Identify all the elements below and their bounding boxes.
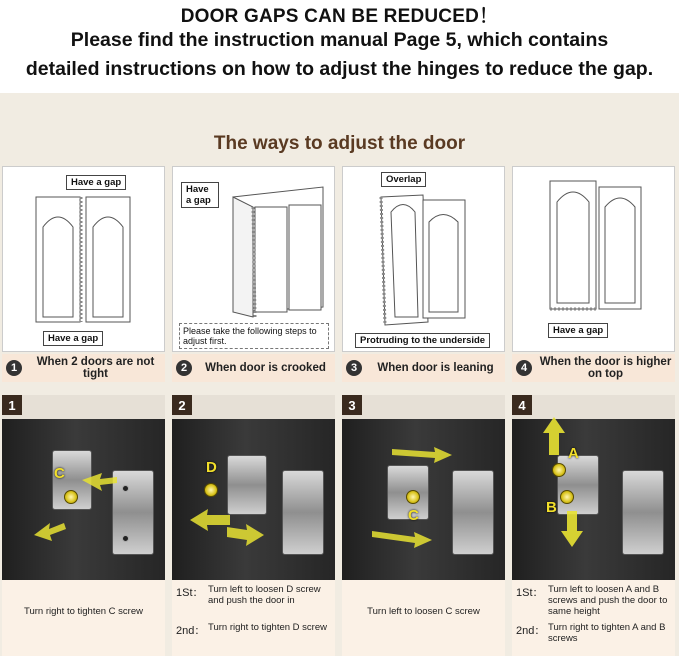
diagram-two-doors: [2, 166, 165, 352]
step-number: 4: [516, 360, 532, 376]
protruding-label: Protruding to the underside: [355, 333, 490, 348]
subheadline-1: Please find the instruction manual Page 5, which contains: [70, 29, 609, 51]
caption-2: [172, 354, 335, 382]
caption-text: When door is leaning: [377, 362, 494, 374]
gap-label: Have a gap: [181, 182, 219, 208]
hinge-photo-1: [2, 395, 165, 580]
screw-letter-a: A: [568, 445, 579, 462]
first-step-key: 1St：: [176, 587, 204, 599]
diagram-crooked-door: [172, 166, 335, 352]
first-step-key: 1St：: [516, 587, 544, 599]
arrow-icon: [172, 395, 335, 580]
arrow-icon: [342, 395, 505, 580]
second-step-text: Turn right to tighten D screw: [208, 622, 327, 633]
second-step-key: 2nd：: [176, 625, 206, 637]
screw-letter: C: [408, 507, 419, 524]
instruction-text: Turn left to loosen C screw: [367, 606, 480, 617]
arrow-icon: [2, 395, 165, 580]
diagram-higher-door: [512, 166, 675, 352]
caption-1: [2, 354, 165, 382]
gap-label: Have a gap: [548, 323, 608, 338]
instruction-2: [172, 580, 335, 656]
instruction-4: [512, 580, 675, 656]
caption-text: When door is crooked: [205, 362, 326, 374]
gap-label-top: Have a gap: [66, 175, 126, 190]
caption-4: [512, 354, 675, 382]
instruction-3: [342, 580, 505, 656]
first-step-text: Turn left to loosen A and B screws and push the door to same height: [548, 584, 668, 617]
subheadline-2: detailed instructions on how to adjust the hinges to reduce the gap.: [25, 58, 654, 80]
second-step-text: Turn right to tighten A and B screws: [548, 622, 666, 644]
arrow-icon: [512, 395, 675, 580]
promo-header: [0, 0, 679, 93]
leaning-door-illustration: [343, 167, 506, 353]
step-badge: 4: [512, 395, 532, 415]
step-number: 3: [346, 360, 362, 376]
overlap-label: Overlap: [381, 172, 426, 187]
caption-text: When 2 doors are not tight: [36, 356, 155, 380]
step-badge: 2: [172, 395, 192, 415]
instruction-1: [2, 580, 165, 656]
step-number: 2: [176, 360, 192, 376]
hinge-photo-3: [342, 395, 505, 580]
first-step-text: Turn left to loosen D screw and push the door in: [208, 584, 321, 606]
step-badge: 1: [2, 395, 22, 415]
caption-text: When the door is higher on top: [539, 356, 672, 380]
hinge-photo-2: [172, 395, 335, 580]
section-title: The ways to adjust the door: [213, 133, 466, 154]
two-doors-illustration: [3, 167, 166, 353]
caption-3: [342, 354, 505, 382]
crooked-note: Please take the following steps to adjust first.: [179, 323, 329, 349]
second-step-key: 2nd：: [516, 625, 546, 637]
hinge-photo-4: [512, 395, 675, 580]
screw-letter-b: B: [546, 499, 557, 516]
headline: DOOR GAPS CAN BE REDUCED！: [180, 6, 499, 27]
diagram-leaning-door: [342, 166, 505, 352]
screw-letter: C: [54, 465, 65, 482]
instruction-text: Turn right to tighten C screw: [24, 606, 143, 617]
step-number: 1: [6, 360, 22, 376]
gap-label-bottom: Have a gap: [43, 331, 103, 346]
screw-letter: D: [206, 459, 217, 476]
step-badge: 3: [342, 395, 362, 415]
